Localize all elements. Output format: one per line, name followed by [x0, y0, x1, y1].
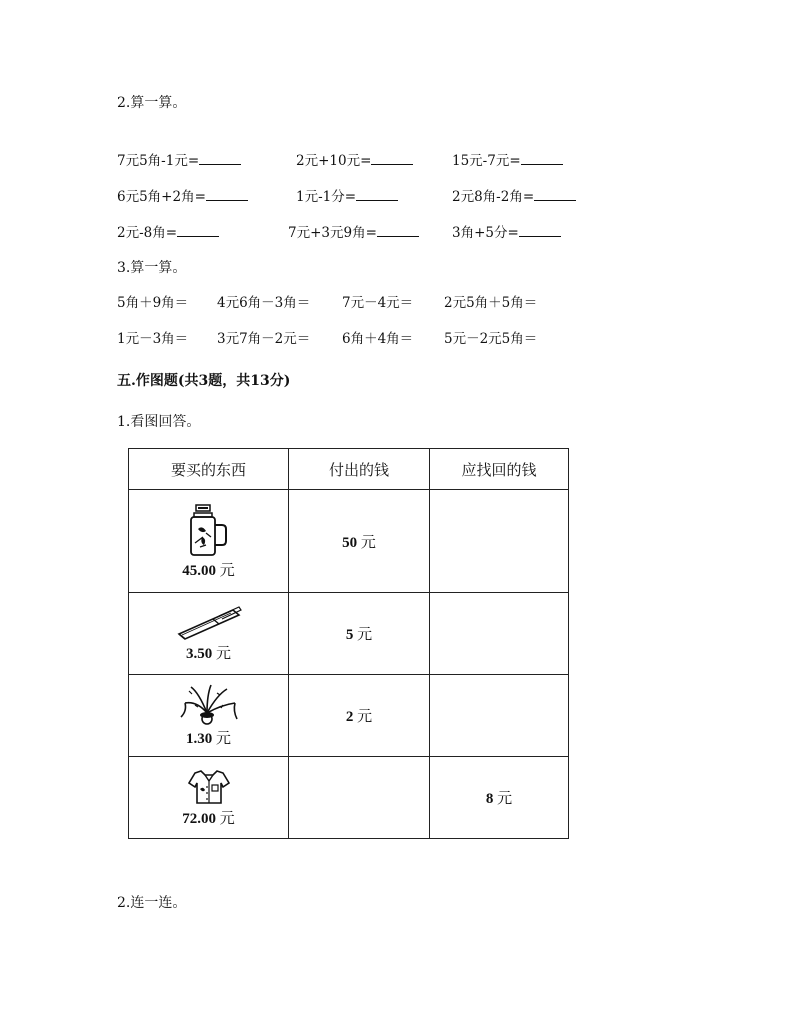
problem: 3角+5分= [452, 224, 561, 242]
question-1: 1.看图回答。 [117, 414, 201, 430]
problem: 1元-1分= [296, 188, 398, 206]
problem: 5元－2元5角＝ [444, 331, 538, 347]
pen-icon [173, 604, 245, 642]
header-paid: 付出的钱 [289, 449, 430, 490]
change-cell [430, 675, 569, 757]
problem: 3元7角－2元＝ [217, 331, 311, 347]
item-price: 3.50 元 [185, 646, 231, 662]
header-item: 要买的东西 [129, 449, 289, 490]
item-cell [129, 490, 289, 593]
change-cell [430, 593, 569, 675]
paid-cell: 50 元 [289, 490, 430, 593]
section3-heading: 3.算一算。 [117, 260, 187, 276]
table-row [129, 490, 569, 593]
problem: 15元-7元= [452, 152, 563, 170]
shuttlecock-icon [177, 683, 241, 727]
paid-cell [289, 757, 430, 839]
paid-cell: 5 元 [289, 593, 430, 675]
question-2: 2.连一连。 [117, 895, 187, 911]
problem: 4元6角－3角＝ [217, 295, 311, 311]
problem: 7元5角-1元= [117, 152, 241, 170]
problem: 6元5角+2角= [117, 188, 248, 206]
problem: 2元8角-2角= [452, 188, 576, 206]
section2-heading: 2.算一算。 [117, 95, 187, 111]
table-row [129, 593, 569, 675]
item-cell [129, 593, 289, 675]
problem: 6角＋4角＝ [342, 331, 414, 347]
item-price: 45.00 元 [182, 562, 235, 579]
item-cell [129, 757, 289, 839]
item-price: 1.30 元 [185, 731, 231, 747]
section5-title: 五.作图题(共3题，共13分) [117, 373, 291, 389]
shopping-table [128, 448, 569, 839]
problem: 2元-8角= [117, 224, 219, 242]
header-change: 应找回的钱 [430, 449, 569, 490]
item-cell [129, 675, 289, 757]
problem: 1元－3角＝ [117, 331, 189, 347]
table-row [129, 675, 569, 757]
change-cell: 8 元 [430, 757, 569, 839]
item-price: 72.00 元 [182, 811, 235, 827]
paid-cell: 2 元 [289, 675, 430, 757]
problem: 2元+10元= [296, 152, 413, 170]
problem: 5角＋9角＝ [117, 295, 189, 311]
problem: 7元+3元9角= [288, 224, 419, 242]
table-row [129, 757, 569, 839]
thermos-icon [186, 503, 232, 559]
shirt-icon [187, 767, 231, 807]
problem: 2元5角＋5角＝ [444, 295, 538, 311]
change-cell [430, 490, 569, 593]
table-header-row [129, 449, 569, 490]
problem: 7元－4元＝ [342, 295, 414, 311]
